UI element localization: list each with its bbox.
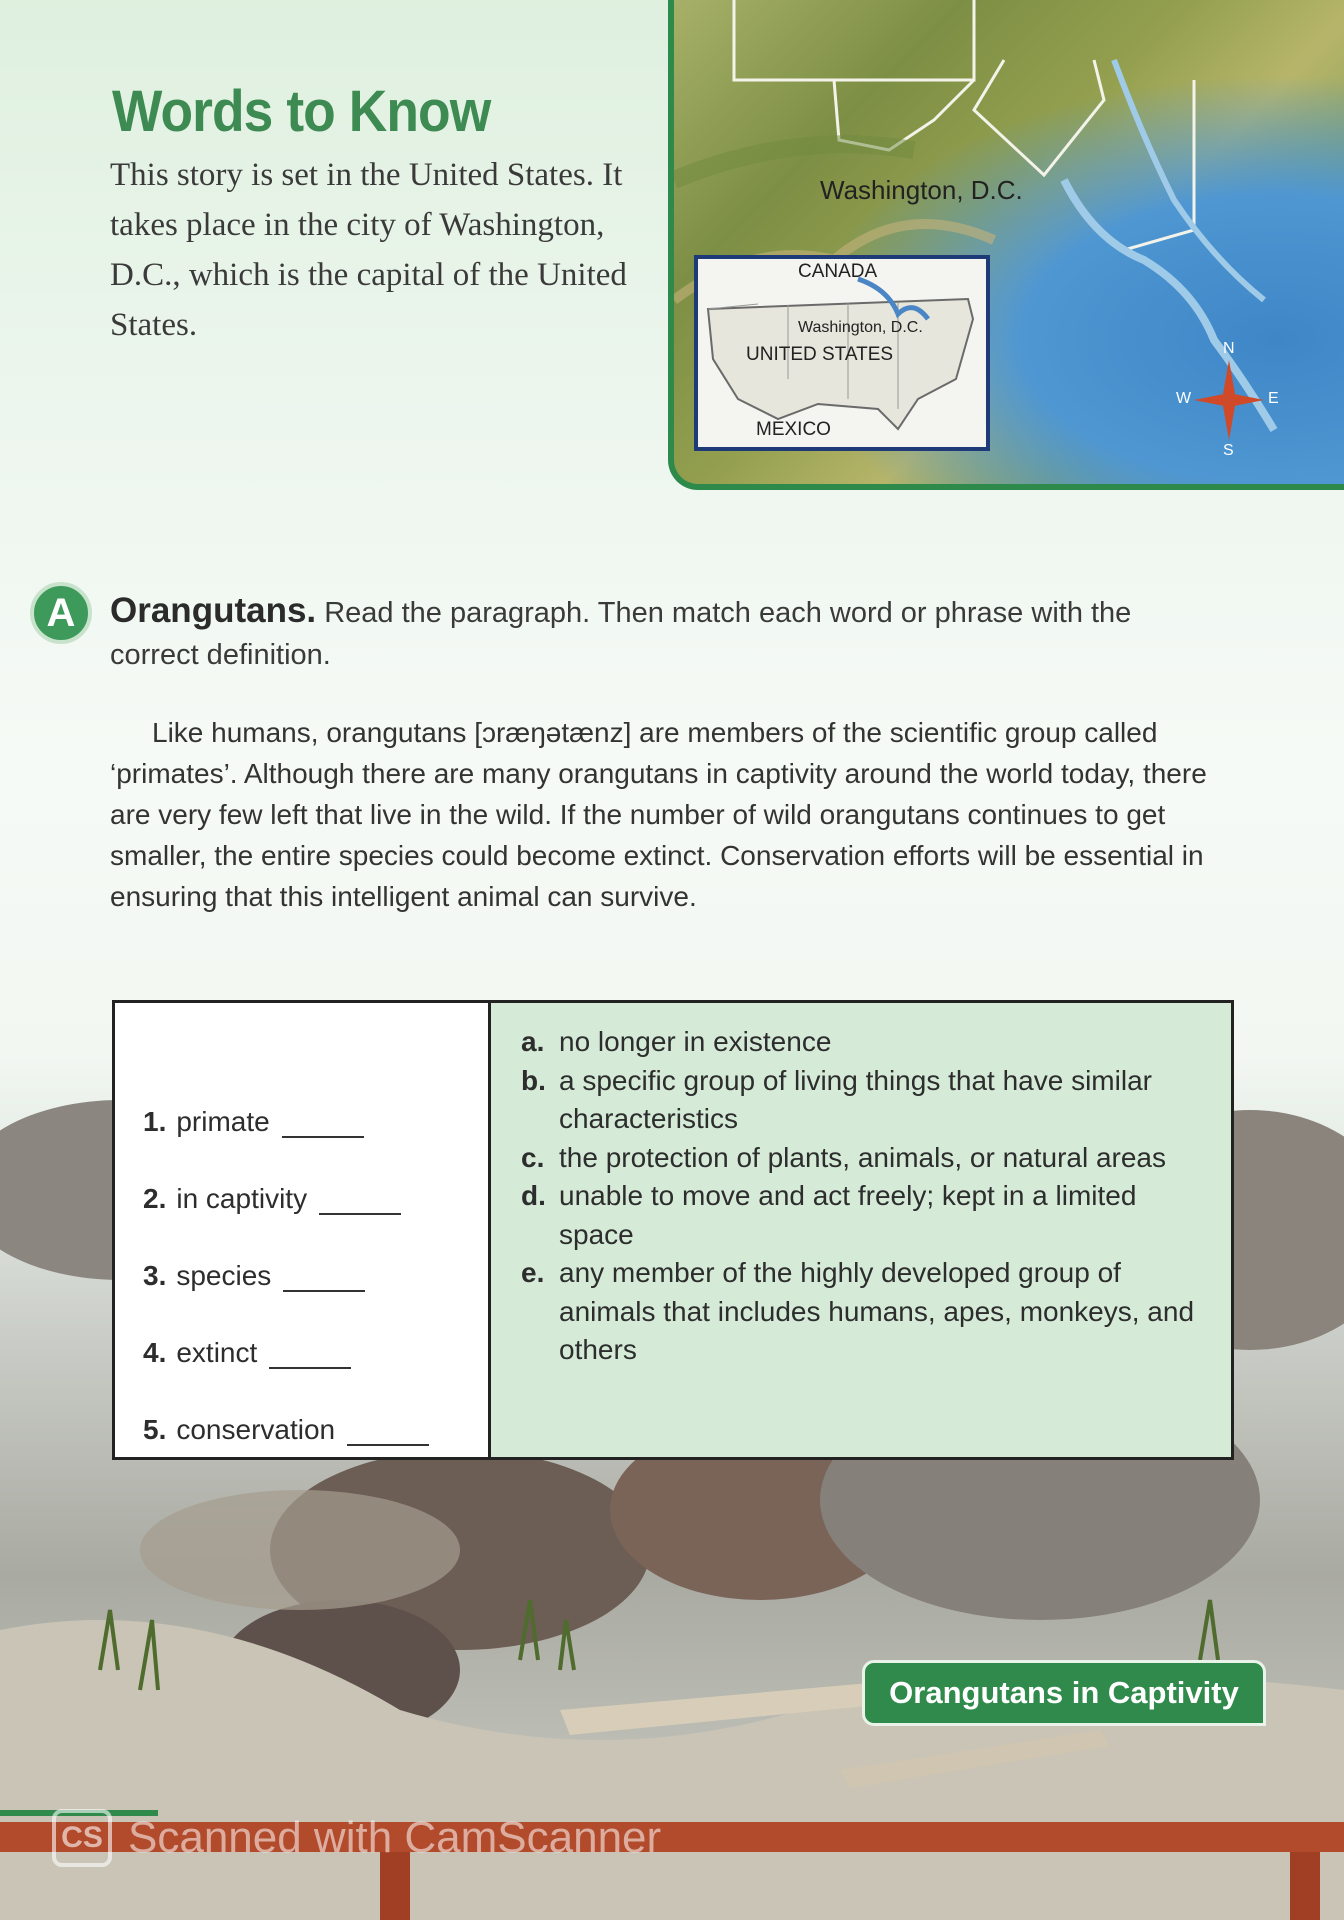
definitions-column xyxy=(491,1003,1231,1457)
map-dc-label: Washington, D.C. xyxy=(820,175,1023,205)
words-to-know-title: Words to Know xyxy=(112,79,491,144)
orangutan-paragraph: Like humans, orangutans [ɔræŋətænz] are members of the scientific group called ‘primates’. Although there are many orangutans in captivity around the world today, there are very few left that live in the wild. If the number of wild orangutans continues to get smaller, the entire species could become extinct. Conservation efforts will be essential in ensuring that this intelligent animal can survive. xyxy=(110,717,1207,912)
definition-text: no longer in existence xyxy=(559,1026,832,1057)
section-a-heading xyxy=(110,590,1210,676)
answer-blank[interactable] xyxy=(347,1422,429,1446)
us-inset-map xyxy=(694,255,990,451)
definition-item xyxy=(521,1023,1211,1062)
definition-item xyxy=(521,1139,1211,1178)
term-number: 1. xyxy=(143,1106,167,1137)
term-number: 4. xyxy=(143,1337,167,1368)
inset-us-label: UNITED STATES xyxy=(746,344,894,365)
definition-letter: e. xyxy=(521,1257,545,1288)
section-a-instructions: Read the paragraph. Then match each word or phrase with the correct definition. xyxy=(110,597,1132,671)
camscanner-logo-icon: CS xyxy=(52,1809,112,1867)
definition-text: a specific group of living things that have similar characteristics xyxy=(559,1064,1152,1134)
term-word: species xyxy=(176,1260,272,1291)
term-word: primate xyxy=(176,1106,270,1137)
definition-letter: b. xyxy=(521,1064,546,1096)
inset-canada-label: CANADA xyxy=(798,261,878,282)
answer-blank[interactable] xyxy=(282,1114,364,1138)
term-word: conservation xyxy=(176,1414,336,1445)
compass-n: N xyxy=(1223,340,1235,357)
term-item xyxy=(143,1138,488,1215)
term-word: extinct xyxy=(176,1337,258,1368)
camscanner-watermark xyxy=(52,1808,661,1868)
inset-dc-label: Washington, D.C. xyxy=(798,319,923,336)
matching-exercise xyxy=(112,1000,1234,1460)
term-item xyxy=(143,1061,488,1138)
term-item xyxy=(143,1292,488,1369)
answer-blank[interactable] xyxy=(269,1345,351,1369)
inset-mexico-label: MEXICO xyxy=(756,419,831,440)
washington-map xyxy=(668,0,1344,490)
compass-e: E xyxy=(1268,390,1279,407)
section-a-title: Orangutans. xyxy=(110,591,317,630)
definition-letter: a. xyxy=(521,1026,545,1057)
definition-text: the protection of plants, animals, or natural areas xyxy=(559,1141,1167,1173)
definition-item xyxy=(521,1254,1211,1370)
answer-blank[interactable] xyxy=(283,1268,365,1292)
definition-text: unable to move and act freely; kept in a limited space xyxy=(559,1180,1137,1250)
term-item xyxy=(143,1369,488,1446)
definition-item xyxy=(521,1062,1211,1139)
term-number: 3. xyxy=(143,1260,167,1291)
definition-letter: c. xyxy=(521,1141,545,1173)
definition-item xyxy=(521,1177,1211,1254)
definition-text: any member of the highly developed group of animals that includes humans, apes, monkeys, and others xyxy=(559,1257,1195,1365)
compass-s: S xyxy=(1223,442,1234,459)
compass-w: W xyxy=(1176,390,1192,407)
term-item xyxy=(143,1215,488,1292)
term-word: in captivity xyxy=(176,1183,308,1214)
words-to-know-body: This story is set in the United States. It takes place in the city of Washington, D.C., which is the capital of the United States. xyxy=(110,157,627,343)
term-number: 2. xyxy=(143,1183,167,1214)
definition-letter: d. xyxy=(521,1180,546,1211)
fence-post xyxy=(1290,1852,1320,1920)
term-number: 5. xyxy=(143,1414,167,1445)
terms-column xyxy=(115,1003,491,1457)
compass-rose-icon xyxy=(1174,340,1284,460)
section-a-badge: A xyxy=(30,582,92,644)
answer-blank[interactable] xyxy=(319,1191,401,1215)
watermark-text: Scanned with CamScanner xyxy=(128,1813,662,1862)
photo-caption: Orangutans in Captivity xyxy=(862,1660,1266,1726)
